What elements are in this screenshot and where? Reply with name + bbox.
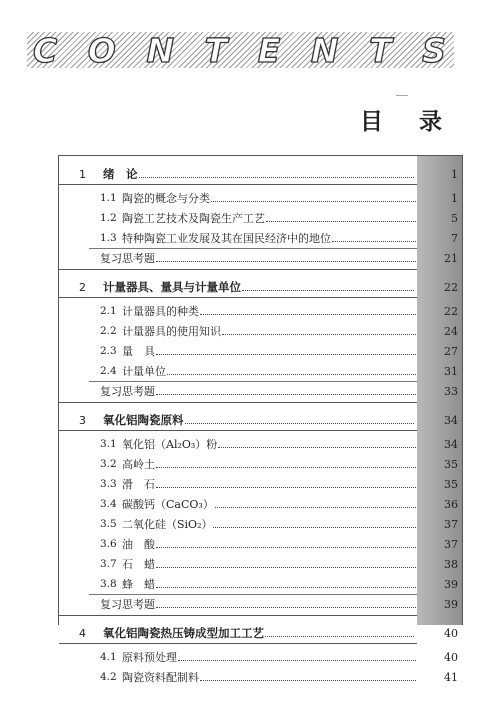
section-entry[interactable] [59,320,462,338]
section-entry[interactable] [59,433,462,451]
entry-page-number: 5 [451,212,458,225]
entry-number: 1.2 [100,212,117,224]
entry-page-number: 38 [444,558,458,571]
dot-leader [156,547,416,548]
entry-page-number: 36 [444,498,458,511]
entry-title: 陶瓷工艺技术及陶瓷生产工艺 [122,212,265,225]
banner-letter: T [369,30,394,70]
entry-page-number: 22 [444,305,458,318]
entry-title: 滑 石 [122,478,155,491]
entry-number: 3.5 [100,518,117,530]
entry-title: 碳酸钙（CaCO₃） [122,498,214,511]
dot-leader [156,587,416,588]
entry-title: 二氧化硅（SiO₂） [122,518,213,531]
section-entry[interactable] [59,513,462,531]
dot-leader [156,487,416,488]
chapter-entry[interactable] [59,409,462,427]
entry-title: 石 蜡 [122,558,155,571]
entry-page-number: 37 [444,518,458,531]
entry-title: 复习思考题 [100,252,155,265]
banner-letter: N [310,30,341,70]
entry-page-number: 33 [444,385,458,398]
section-entry[interactable] [59,553,462,571]
entry-title: 陶瓷资料配制料 [122,671,199,684]
banner-letter: S [422,30,448,70]
entry-number: 3.6 [100,538,117,550]
entry-page-number: 37 [444,538,458,551]
entry-number: 4 [79,627,86,640]
entry-number: 3.2 [100,458,117,470]
section-entry[interactable] [59,646,462,664]
section-entry[interactable] [59,187,462,205]
section-entry[interactable] [59,360,462,378]
entry-number: 3.7 [100,558,117,570]
entry-page-number: 39 [444,598,458,611]
dot-leader [242,290,414,291]
contents-banner [27,32,454,68]
section-entry[interactable] [59,666,462,684]
entry-page-number: 35 [444,478,458,491]
entry-number: 4.1 [100,651,117,663]
entry-title: 氧化铝陶瓷原料 [103,413,184,427]
dot-leader [200,680,416,681]
entry-title: 高岭土 [122,458,155,471]
entry-number: 2 [79,281,86,294]
dot-leader [156,261,416,262]
section-entry[interactable] [59,573,462,591]
entry-page-number: 1 [451,192,458,205]
entry-page-number: 1 [451,168,458,181]
entry-page-number: 41 [444,671,458,684]
decorative-dash [396,95,408,96]
section-entry[interactable] [59,533,462,551]
entry-title: 氧化铝陶瓷热压铸成型加工工艺 [103,626,264,640]
entry-page-number: 35 [444,458,458,471]
entry-number: 2.3 [100,345,117,357]
banner-letter: O [87,30,118,70]
entry-number: 3.3 [100,478,117,490]
dot-leader [265,636,414,637]
section-entry[interactable] [59,227,462,245]
entry-page-number: 22 [444,281,458,294]
divider-line [59,297,417,298]
entry-page-number: 7 [451,232,458,245]
entry-number: 1.1 [100,192,117,204]
entry-page-number: 24 [444,325,458,338]
entry-page-number: 27 [444,345,458,358]
dot-leader [332,241,416,242]
divider-line [59,184,417,185]
entry-title: 蜂 蜡 [122,578,155,591]
divider-line [59,615,417,616]
section-entry[interactable] [59,473,462,491]
section-entry[interactable] [59,453,462,471]
entry-page-number: 31 [444,365,458,378]
entry-number: 1 [79,168,86,181]
entry-title: 计量单位 [122,365,166,378]
chapter-entry[interactable] [59,163,462,181]
banner-letter: T [204,30,230,70]
entry-title: 复习思考题 [100,598,155,611]
entry-number: 3 [79,414,86,427]
entry-number: 3.1 [100,438,117,450]
banner-letter: N [146,30,177,70]
dot-leader [156,567,416,568]
entry-number: 2.1 [100,305,117,317]
entry-title: 复习思考题 [100,385,155,398]
dot-leader [266,221,416,222]
dot-leader [156,394,416,395]
entry-title: 量 具 [122,345,155,358]
dot-leader [178,660,416,661]
entry-number: 1.3 [100,232,117,244]
dot-leader [211,201,416,202]
dot-leader [200,314,416,315]
dot-leader [213,527,416,528]
entry-number: 2.2 [100,325,117,337]
entry-page-number: 34 [444,414,458,427]
chapter-entry[interactable] [59,276,462,294]
entry-page-number: 40 [444,627,458,640]
entry-number: 2.4 [100,365,117,377]
chapter-entry[interactable] [59,622,462,640]
section-entry[interactable] [59,340,462,358]
table-of-contents [58,155,463,684]
review-entry[interactable] [59,380,462,398]
entry-title: 陶瓷的概念与分类 [122,192,210,205]
review-entry[interactable] [59,247,462,265]
entry-title: 特种陶瓷工业发展及其在国民经济中的地位 [122,232,331,245]
divider-line [59,643,417,644]
entry-number: 3.8 [100,578,117,590]
dot-leader [156,607,416,608]
entry-page-number: 21 [444,252,458,265]
dot-leader [218,447,416,448]
divider-line [59,269,417,270]
entry-page-number: 34 [444,438,458,451]
dot-leader [185,423,415,424]
section-entry[interactable] [59,207,462,225]
dot-leader [156,467,416,468]
divider-line [59,402,417,403]
dot-leader [222,334,416,335]
dot-leader [139,177,415,178]
entry-title: 油 酸 [122,538,155,551]
dot-leader [167,374,416,375]
entry-title: 计量器具的使用知识 [122,325,221,338]
review-entry[interactable] [59,593,462,611]
banner-letter: E [257,30,283,70]
entry-title: 氧化铝（Al₂O₃）粉 [122,438,218,451]
entry-title: 计量器具、量具与计量单位 [103,280,241,294]
entry-page-number: 39 [444,578,458,591]
entry-number: 4.2 [100,671,117,683]
entry-title: 绪 论 [103,167,138,181]
section-entry[interactable] [59,300,462,318]
entry-number: 3.4 [100,498,117,510]
banner-text [27,32,454,68]
dot-leader [215,507,416,508]
banner-letter: C [33,30,60,70]
section-entry[interactable] [59,493,462,511]
entry-page-number: 40 [444,651,458,664]
divider-line [59,430,417,431]
dot-leader [156,354,416,355]
entry-title: 计量器具的种类 [122,305,199,318]
page-title: 目 录 [359,108,456,135]
entry-title: 原料预处理 [122,651,177,664]
